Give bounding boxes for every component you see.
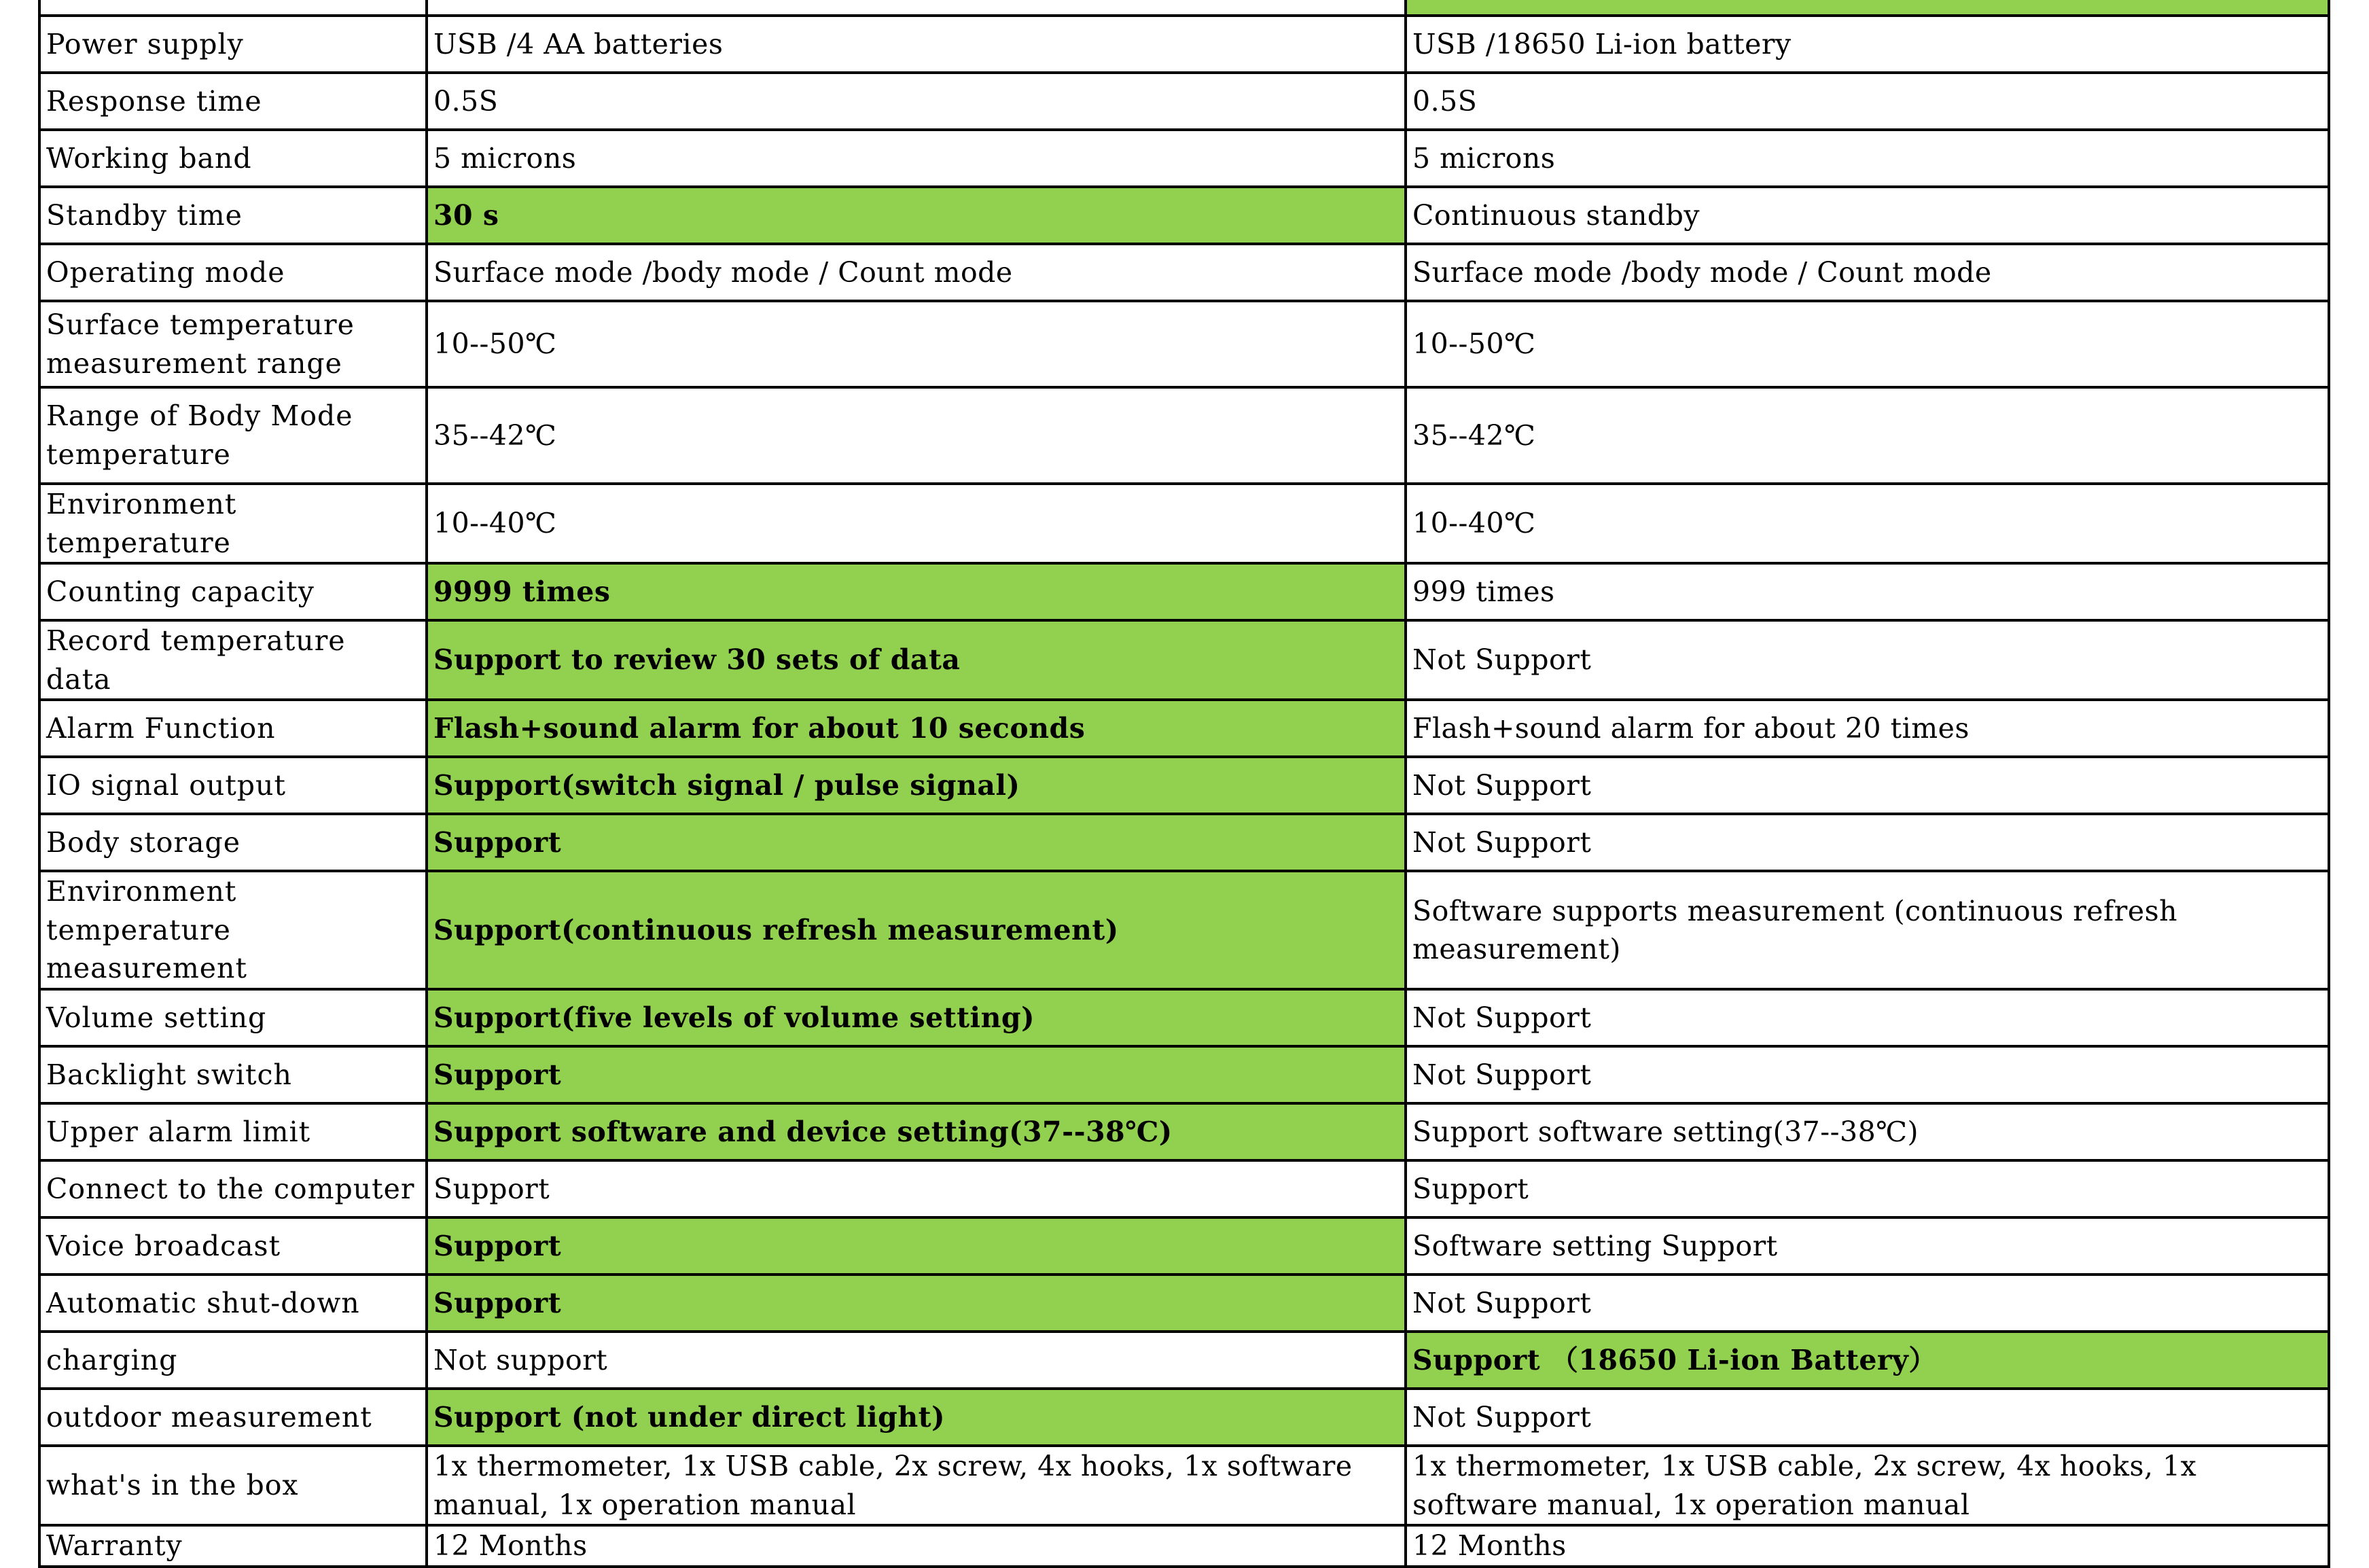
model-a-value-cell — [427, 757, 1406, 814]
model-b-value-cell — [1406, 73, 2329, 130]
spec-label-text: Response time — [46, 84, 262, 118]
model-a-value-cell — [427, 1046, 1406, 1103]
model-a-value-text: 10--50℃ — [433, 327, 557, 361]
spec-label-cell — [39, 563, 427, 620]
model-b-value-cell — [1406, 484, 2329, 563]
spec-label-cell — [39, 620, 427, 700]
model-b-value-cell — [1406, 620, 2329, 700]
model-b-value-text: Not Support — [1412, 769, 1592, 802]
model-a-value-text: Support (not under direct light) — [433, 1400, 945, 1433]
model-a-value-cell — [427, 244, 1406, 301]
table-row — [39, 484, 2329, 563]
spec-label-cell — [39, 1217, 427, 1275]
model-b-value-text: Software setting Support — [1412, 1229, 1778, 1262]
model-a-value-text: Support(switch signal / pulse signal) — [433, 769, 1020, 802]
model-a-value-cell — [427, 1525, 1406, 1567]
model-a-value-text: Surface mode /body mode / Count mode — [433, 255, 1013, 289]
model-a-value-cell — [427, 1160, 1406, 1217]
spec-label-text: Backlight switch — [46, 1058, 292, 1091]
spec-label-cell — [39, 989, 427, 1046]
spec-label-text: Counting capacity — [46, 575, 315, 608]
spec-label-text: Range of Body Mode temperature — [46, 399, 353, 471]
model-a-value-cell — [427, 1103, 1406, 1160]
model-b-value-text: Not Support — [1412, 1286, 1592, 1319]
spec-label-text: Body storage — [46, 826, 241, 859]
model-b-value-text: Not Support — [1412, 1400, 1592, 1433]
model-a-value-cell — [427, 16, 1406, 73]
model-b-value-text: 12 Months — [1412, 1529, 1567, 1563]
spec-label-text: Connect to the computer — [46, 1172, 415, 1205]
model-b-value-cell — [1406, 871, 2329, 989]
model-b-value-cell — [1406, 700, 2329, 757]
spec-label-cell — [39, 700, 427, 757]
model-b-value-text: Not Support — [1412, 1058, 1592, 1091]
spec-label-cell — [39, 387, 427, 484]
spec-label-cell — [39, 1046, 427, 1103]
spec-label-text: Voice broadcast — [46, 1229, 281, 1262]
spec-label-text: Working band — [46, 141, 252, 175]
spec-label-text: Upper alarm limit — [46, 1115, 311, 1148]
table-row — [39, 130, 2329, 187]
model-b-value-text: Support — [1412, 1172, 1529, 1205]
spec-label-cell — [39, 16, 427, 73]
spec-label-cell — [39, 1446, 427, 1525]
model-a-value-text: 0.5S — [433, 84, 499, 118]
model-a-value-text: Not support — [433, 1343, 608, 1376]
model-a-value-cell — [427, 700, 1406, 757]
model-b-value-text: Not Support — [1412, 826, 1592, 859]
table-row — [39, 757, 2329, 814]
model-a-value-cell — [427, 1389, 1406, 1446]
spec-label-cell — [39, 1275, 427, 1332]
model-b-value-text: 10--40℃ — [1412, 507, 1536, 540]
model-a-value-cell — [427, 814, 1406, 871]
spec-label-text: Automatic shut-down — [46, 1286, 360, 1319]
model-a-value-cell — [427, 187, 1406, 244]
spec-label-text: Surface temperature measurement range — [46, 308, 355, 380]
model-b-value-text: 999 times — [1412, 575, 1555, 608]
table-row — [39, 187, 2329, 244]
model-a-value-text: 10--40℃ — [433, 507, 557, 540]
model-b-value-cell — [1406, 1046, 2329, 1103]
table-row — [39, 244, 2329, 301]
model-b-value-text: 35--42℃ — [1412, 418, 1536, 452]
spec-label-text: what's in the box — [46, 1469, 299, 1502]
spec-label-text: Volume setting — [46, 1001, 267, 1034]
model-a-value-cell — [427, 73, 1406, 130]
table-row — [39, 1103, 2329, 1160]
spec-label-cell — [39, 1103, 427, 1160]
model-b-value-text: Not Support — [1412, 643, 1592, 677]
spec-label-cell — [39, 73, 427, 130]
model-a-value-text: Support — [433, 1058, 562, 1091]
table-row — [39, 387, 2329, 484]
table-row — [39, 700, 2329, 757]
table-row — [39, 1046, 2329, 1103]
table-row — [39, 1525, 2329, 1567]
model-b-value-text: Software supports measurement (continuous refresh measurement) — [1412, 894, 2178, 966]
table-row — [39, 73, 2329, 130]
table-row — [39, 563, 2329, 620]
model-b-value-text: Flash+sound alarm for about 20 times — [1412, 712, 1970, 745]
spec-label-cell — [39, 814, 427, 871]
model-b-value-cell — [1406, 1275, 2329, 1332]
model-b-value-cell — [1406, 244, 2329, 301]
model-a-value-cell — [427, 484, 1406, 563]
table-row — [39, 1446, 2329, 1525]
model-b-value-cell — [1406, 757, 2329, 814]
model-b-value-cell — [1406, 387, 2329, 484]
model-a-value-cell — [427, 989, 1406, 1046]
table-row — [39, 0, 2329, 16]
model-b-value-text: 1x thermometer, 1x USB cable, 2x screw, 4x hooks, 1x software manual, 1x operation manual — [1412, 1450, 2197, 1521]
table-row — [39, 1332, 2329, 1389]
table-row — [39, 989, 2329, 1046]
spec-label-text: Environment temperature measurement — [46, 875, 247, 985]
model-a-value-text: 9999 times — [433, 575, 611, 608]
model-b-value-cell — [1406, 1217, 2329, 1275]
model-a-value-cell — [427, 301, 1406, 387]
spec-comparison-table — [38, 0, 2330, 1568]
model-a-value-text: Support software and device setting(37--38℃) — [433, 1115, 1173, 1148]
model-a-value-text: USB /4 AA batteries — [433, 27, 724, 60]
model-a-value-text: Support — [433, 1229, 562, 1262]
model-a-value-cell — [427, 871, 1406, 989]
model-b-value-cell — [1406, 1525, 2329, 1567]
model-b-value-cell — [1406, 0, 2329, 16]
spec-label-cell — [39, 484, 427, 563]
model-b-value-cell — [1406, 187, 2329, 244]
model-b-value-cell — [1406, 1160, 2329, 1217]
model-b-value-text: Not Support — [1412, 1001, 1592, 1034]
model-b-value-cell — [1406, 563, 2329, 620]
model-b-value-cell — [1406, 16, 2329, 73]
model-a-value-text: 5 microns — [433, 141, 577, 175]
model-b-value-cell — [1406, 989, 2329, 1046]
model-b-value-text: 0.5S — [1412, 84, 1478, 118]
model-b-value-text: Support （18650 Li-ion Battery） — [1412, 1343, 1937, 1376]
model-b-value-text: USB /18650 Li-ion battery — [1412, 27, 1792, 60]
spec-table-body — [39, 0, 2329, 1567]
model-a-value-text: 1x thermometer, 1x USB cable, 2x screw, 4x hooks, 1x software manual, 1x operation manual — [433, 1450, 1353, 1521]
model-a-value-cell — [427, 387, 1406, 484]
spec-label-cell — [39, 1332, 427, 1389]
spec-label-text: outdoor measurement — [46, 1400, 372, 1433]
table-row — [39, 1160, 2329, 1217]
spec-label-text: charging — [46, 1343, 178, 1376]
model-b-value-cell — [1406, 1446, 2329, 1525]
model-b-value-cell — [1406, 301, 2329, 387]
model-a-value-text: 30 s — [433, 198, 499, 232]
spec-label-text: Record temperature data — [46, 624, 346, 696]
spec-label-text: Alarm Function — [46, 712, 276, 745]
spec-label-text: IO signal output — [46, 769, 286, 802]
table-row — [39, 16, 2329, 73]
spec-label-cell — [39, 1389, 427, 1446]
spec-label-text: Standby time — [46, 198, 243, 232]
table-row — [39, 1275, 2329, 1332]
model-a-value-text: Support — [433, 1286, 562, 1319]
model-b-value-cell — [1406, 1332, 2329, 1389]
model-a-value-cell — [427, 563, 1406, 620]
table-row — [39, 620, 2329, 700]
spec-label-cell — [39, 757, 427, 814]
model-a-value-cell — [427, 1446, 1406, 1525]
spec-label-cell — [39, 1525, 427, 1567]
model-a-value-text: Support — [433, 826, 562, 859]
model-b-value-cell — [1406, 1389, 2329, 1446]
table-row — [39, 1217, 2329, 1275]
spec-label-cell — [39, 1160, 427, 1217]
spec-label-cell — [39, 130, 427, 187]
spec-label-cell — [39, 244, 427, 301]
model-a-value-cell — [427, 1275, 1406, 1332]
table-row — [39, 301, 2329, 387]
model-b-value-text: Surface mode /body mode / Count mode — [1412, 255, 1992, 289]
spec-label-text: Operating mode — [46, 255, 285, 289]
model-a-value-text: Support to review 30 sets of data — [433, 643, 961, 677]
model-a-value-cell — [427, 130, 1406, 187]
spec-label-cell — [39, 187, 427, 244]
model-a-value-cell — [427, 1332, 1406, 1389]
model-a-value-cell — [427, 1217, 1406, 1275]
table-row — [39, 1389, 2329, 1446]
spec-label-cell — [39, 301, 427, 387]
spec-label-text: Environment temperature — [46, 488, 237, 559]
spec-label-cell — [39, 871, 427, 989]
model-a-value-text: 35--42℃ — [433, 418, 557, 452]
model-a-value-text: Flash+sound alarm for about 10 seconds — [433, 712, 1086, 745]
spec-label-text: Warranty — [46, 1529, 183, 1563]
spec-label-text: Power supply — [46, 27, 244, 60]
model-b-value-cell — [1406, 1103, 2329, 1160]
model-a-value-cell — [427, 620, 1406, 700]
model-a-value-text: 12 Months — [433, 1529, 588, 1563]
spec-label-cell — [39, 0, 427, 16]
model-b-value-cell — [1406, 814, 2329, 871]
model-b-value-text: Continuous standby — [1412, 198, 1700, 232]
model-a-value-text: Support(continuous refresh measurement) — [433, 913, 1119, 946]
model-b-value-text: 5 microns — [1412, 141, 1556, 175]
table-row — [39, 871, 2329, 989]
model-b-value-text: 10--50℃ — [1412, 327, 1536, 361]
model-a-value-text: Support(five levels of volume setting) — [433, 1001, 1035, 1034]
model-a-value-cell — [427, 0, 1406, 16]
table-row — [39, 814, 2329, 871]
model-a-value-text: Support — [433, 1172, 550, 1205]
model-b-value-text: Support software setting(37--38℃) — [1412, 1115, 1919, 1148]
model-b-value-cell — [1406, 130, 2329, 187]
